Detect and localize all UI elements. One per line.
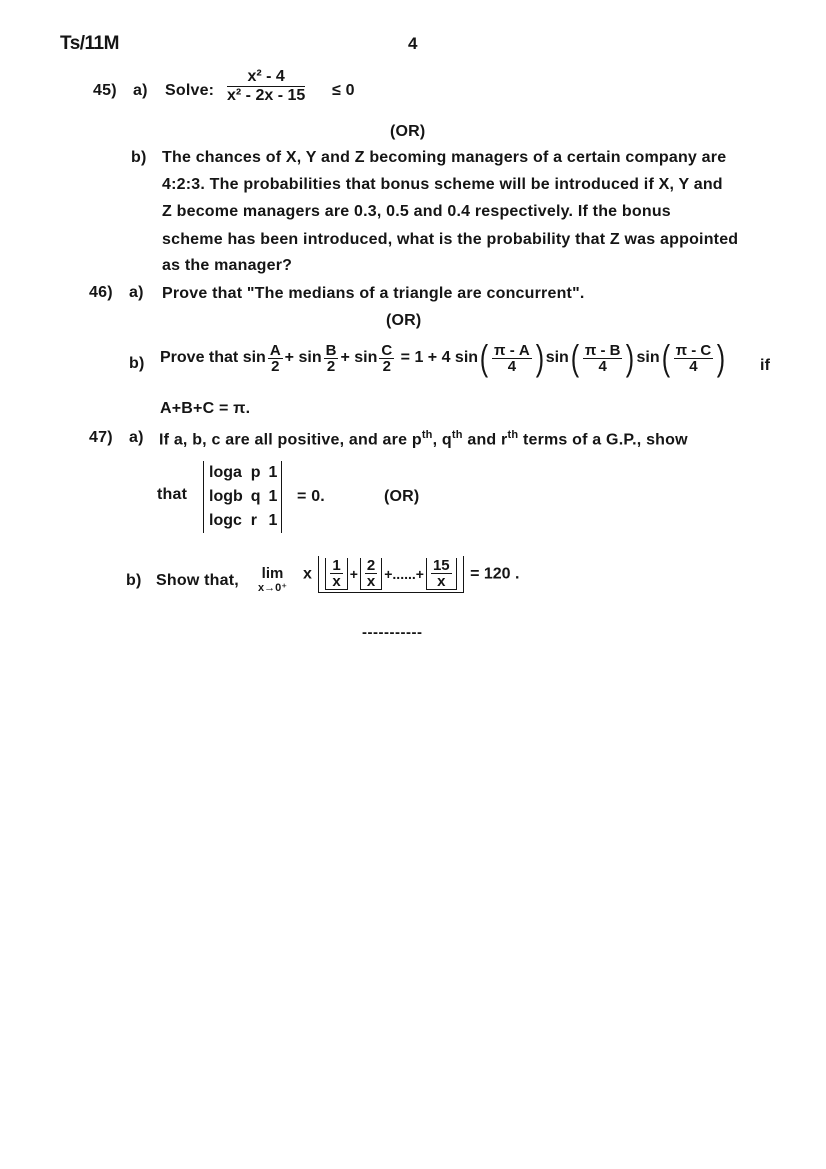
q45-a-relation: ≤ 0 <box>332 82 355 99</box>
q45-b-label: b) <box>131 149 147 166</box>
frac-den: x <box>332 573 341 590</box>
det-cell: 1 <box>268 464 278 481</box>
outer-floor-bracket <box>318 556 463 593</box>
floor-term <box>360 558 382 590</box>
paren-open: ( <box>479 337 489 378</box>
det-cell: 1 <box>268 512 278 529</box>
q45-a-denominator: x² - 2x - 15 <box>227 87 306 104</box>
limit-operator <box>258 566 287 595</box>
q46-b-intro: Prove that <box>160 349 239 366</box>
q45-a-numerator: x² - 4 <box>227 68 305 87</box>
q47-a-that: that <box>157 486 188 503</box>
frac-num: 2 <box>366 557 376 574</box>
limit-subscript: x→0⁺ <box>258 582 288 594</box>
limit-word: lim <box>261 565 284 582</box>
frac-den: 2 <box>271 357 280 375</box>
det-cell: logc <box>209 512 242 529</box>
frac-den: 4 <box>598 357 607 375</box>
q45-b-line: The chances of X, Y and Z becoming managers of a certain company are <box>162 149 727 166</box>
paren-close: ) <box>626 337 635 378</box>
q45-or: (OR) <box>390 123 426 140</box>
q46-b-condition: A+B+C = π. <box>160 400 251 417</box>
frac-num: π - A <box>494 341 530 359</box>
sin-term: sin <box>545 349 569 366</box>
frac-num: C <box>381 341 393 359</box>
frac-den: 2 <box>326 357 336 375</box>
q46-a-text: Prove that "The medians of a triangle are concurrent". <box>162 285 585 302</box>
q47-number: 47) <box>89 429 113 446</box>
paren-open: ( <box>570 337 580 378</box>
q47-b-label: b) <box>126 572 142 589</box>
sin-term: sin <box>242 349 266 366</box>
frac-den: x <box>437 573 446 590</box>
frac-den: x <box>366 573 376 590</box>
q47-b-expression <box>303 556 519 593</box>
paren-open: ( <box>661 337 670 378</box>
superscript-th: th <box>451 429 463 441</box>
q47-a-label: a) <box>129 429 144 446</box>
sin-term: sin <box>636 349 660 366</box>
q46-number: 46) <box>89 284 113 301</box>
q45-a-fraction <box>225 68 307 105</box>
q45-a-label: a) <box>133 82 148 99</box>
q-term: q <box>441 431 452 449</box>
frac-num: A <box>269 341 281 359</box>
q45-a-text: Solve: <box>165 82 215 99</box>
determinant <box>203 461 282 533</box>
q47-a-det-equals: = 0. <box>297 488 325 505</box>
page-number: 4 <box>408 34 418 53</box>
frac-den: 2 <box>382 357 391 375</box>
paper-code: Ts/11M <box>60 33 119 54</box>
x-multiplier: x <box>303 565 312 583</box>
q47-or: (OR) <box>384 488 420 505</box>
end-rule: ----------- <box>362 624 423 641</box>
sin-term: sin <box>298 349 322 366</box>
determinant-row <box>205 509 281 533</box>
q46-a-label: a) <box>129 284 144 301</box>
sin-term: sin <box>354 349 378 366</box>
determinant-row <box>205 485 281 509</box>
q47-a-text <box>159 429 688 449</box>
series-dots: +......+ <box>384 566 424 582</box>
q45-b-line: as the manager? <box>162 257 293 274</box>
floor-term <box>426 558 457 590</box>
frac-num: 15 <box>432 557 450 574</box>
q45-b-line: scheme has been introduced, what is the probability that Z was appointed <box>162 231 739 248</box>
det-cell: 1 <box>268 488 278 505</box>
plus-sign: + <box>284 349 295 366</box>
det-cell: logb <box>209 488 243 505</box>
frac-num: π - C <box>675 341 712 359</box>
q47-a-text-post: terms of a G.P., show <box>522 431 688 449</box>
floor-term <box>325 558 347 590</box>
frac-den: 4 <box>689 357 698 375</box>
det-cell: q <box>250 488 261 505</box>
q46-b-label: b) <box>129 355 145 372</box>
q47-b-intro: Show that, <box>156 572 239 589</box>
q46-b-formula <box>160 337 727 378</box>
superscript-th: th <box>507 429 519 441</box>
det-cell: p <box>250 464 261 481</box>
frac-num: B <box>325 341 337 359</box>
superscript-th: th <box>421 429 433 441</box>
paren-close: ) <box>535 337 544 378</box>
q47-a-text-pre: If a, b, c are all positive, and are p <box>159 431 422 449</box>
frac-den: 4 <box>507 357 517 375</box>
q45-number: 45) <box>93 82 117 99</box>
equals-expression: = 1 + 4 sin <box>400 349 479 366</box>
determinant-row <box>205 461 281 485</box>
det-cell: r <box>250 512 257 529</box>
plus-sign: + <box>340 349 350 366</box>
and-r-term: and r <box>467 431 508 449</box>
det-cell: loga <box>209 464 242 481</box>
q45-b-line: Z become managers are 0.3, 0.5 and 0.4 respectively. If the bonus <box>162 203 671 220</box>
q46-or: (OR) <box>386 312 422 329</box>
limit-result: = 120 . <box>470 565 520 583</box>
q46-b-if: if <box>760 357 771 374</box>
q45-b-line: 4:2:3. The probabilities that bonus scheme will be introduced if X, Y and <box>162 176 723 193</box>
frac-num: π - B <box>584 341 621 359</box>
paren-close: ) <box>717 337 726 378</box>
comma: , <box>432 431 438 449</box>
frac-num: 1 <box>332 557 341 574</box>
plus-sign: + <box>349 566 358 582</box>
